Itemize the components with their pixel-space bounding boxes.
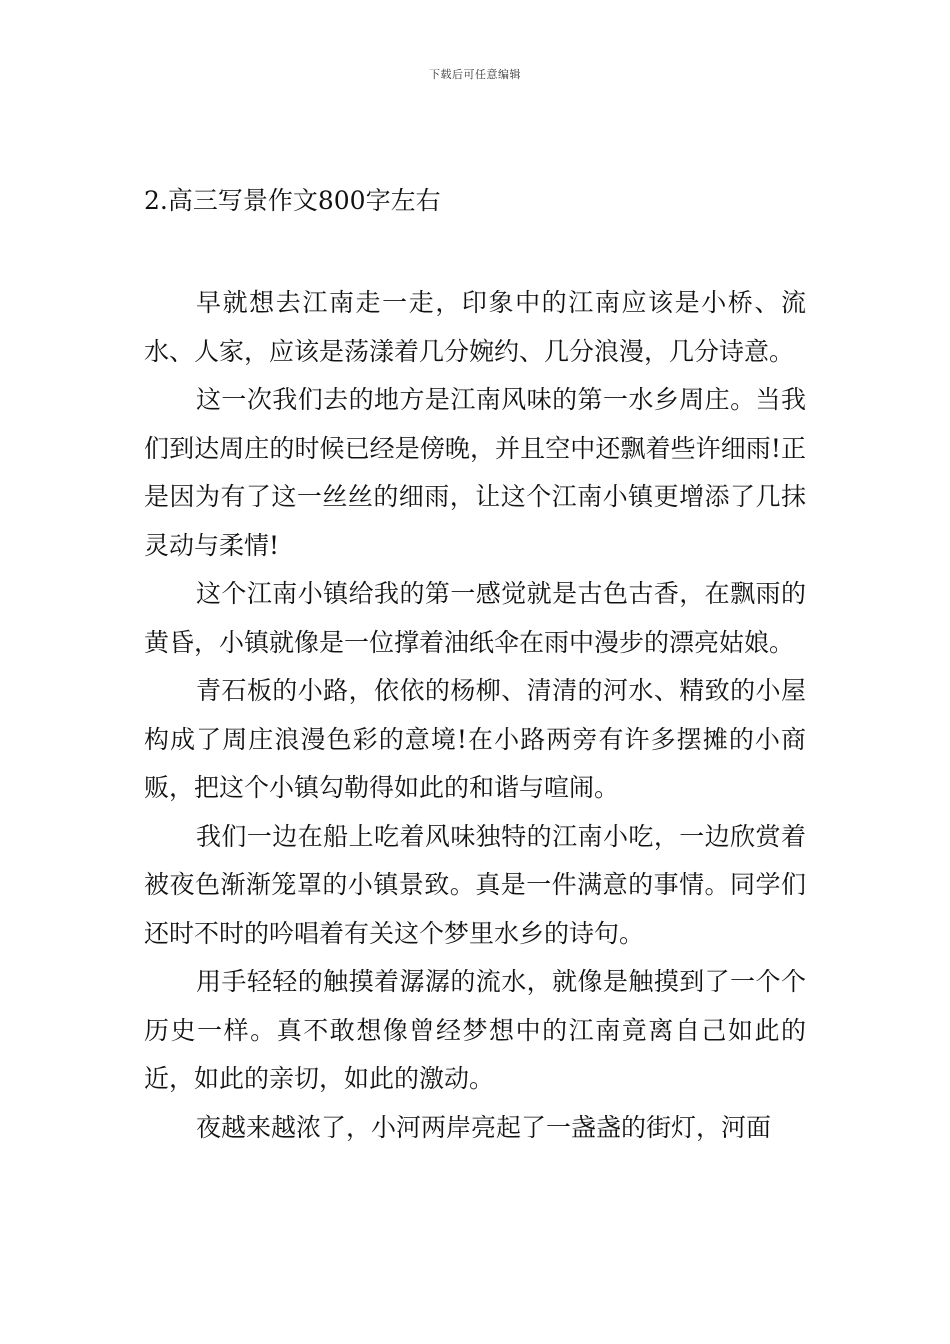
page-header-note: 下载后可任意编辑 [429, 68, 521, 81]
document-title: 2.高三写景作文800字左右 [144, 186, 441, 215]
paragraph-7: 夜越来越浓了，小河两岸亮起了一盏盏的街灯，河面 [196, 1112, 772, 1142]
paragraph-2: 这一次我们去的地方是江南风味的第一水乡周庄。当我们到达周庄的时候已经是傍晚，并且空中还飘着些许细雨!正是因为有了这一丝丝的细雨，让这个江南小镇更增添了几抹灵动与柔情! [144, 385, 806, 560]
paragraph-5: 我们一边在船上吃着风味独特的江南小吃，一边欣赏着被夜色渐渐笼罩的小镇景致。真是一件满意的事情。同学们还时不时的吟唱着有关这个梦里水乡的诗句。 [144, 821, 806, 948]
paragraph-3: 这个江南小镇给我的第一感觉就是古色古香，在飘雨的黄昏，小镇就像是一位撑着油纸伞在雨中漫步的漂亮姑娘。 [144, 579, 806, 657]
paragraph-4: 青石板的小路，依依的杨柳、清清的河水、精致的小屋构成了周庄浪漫色彩的意境!在小路两旁有许多摆摊的小商贩，把这个小镇勾勒得如此的和谐与喧闹。 [144, 676, 806, 802]
paragraph-1: 早就想去江南走一走，印象中的江南应该是小桥、流水、人家，应该是荡漾着几分婉约、几分浪漫，几分诗意。 [144, 288, 806, 366]
document-body [144, 279, 806, 1152]
paragraph-6: 用手轻轻的触摸着潺潺的流水，就像是触摸到了一个个历史一样。真不敢想像曾经梦想中的江南竟离自己如此的近，如此的亲切，如此的激动。 [144, 967, 806, 1093]
